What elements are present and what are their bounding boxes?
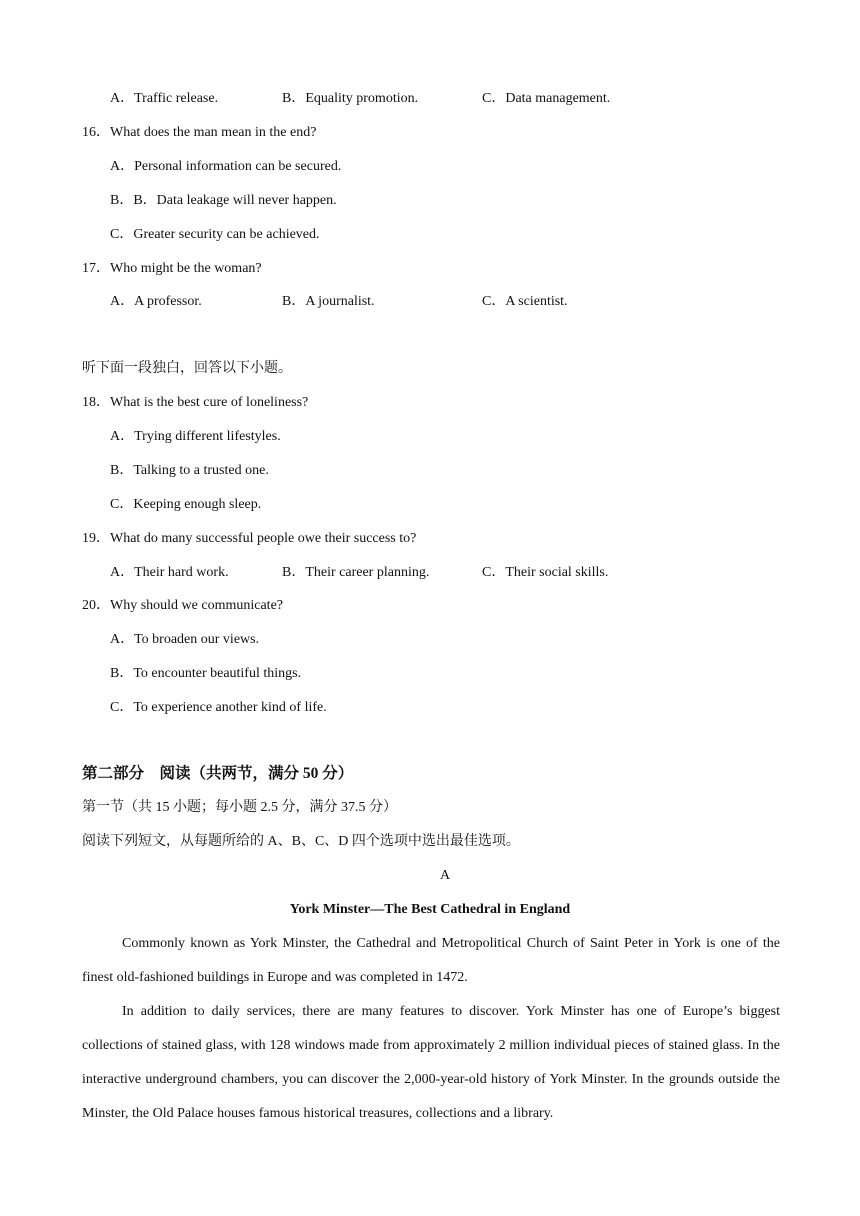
q19-option-b: B．Their career planning. <box>282 565 430 580</box>
passage-paragraph-2: In addition to daily services, there are many features to discover. York Minster has one of Europe’s biggest collections of stained glass, with 128 windows made from approximately 2 million individual pieces of stained glass. In the interactive underground chambers, you can discover the 2,000-year-old history of York Minster. In the grounds outside the Minster, the Old Palace houses famous historical treasures, collections and a library. <box>82 1004 780 1121</box>
q17-option-b: B．A journalist. <box>282 294 375 309</box>
q15-option-c: C．Data management. <box>482 91 611 106</box>
q18-option-b: B．Talking to a trusted one. <box>110 463 269 478</box>
q15-option-b: B．Equality promotion. <box>282 91 419 106</box>
q20-option-c: C．To experience another kind of life. <box>110 700 327 715</box>
q16-option-a: A．Personal information can be secured. <box>110 159 342 174</box>
q17-option-c: C．A scientist. <box>482 294 568 309</box>
passage-letter: A <box>439 868 451 883</box>
monologue-instruction: 听下面一段独白，回答以下小题。 <box>82 361 292 376</box>
q18-option-a: A．Trying different lifestyles. <box>110 429 281 444</box>
q20-option-b: B．To encounter beautiful things. <box>110 666 302 681</box>
q18-stem: 18．What is the best cure of loneliness? <box>82 395 309 410</box>
part2-section1: 第一节（共 15 小题；每小题 2.5 分，满分 37.5 分） <box>82 800 397 815</box>
q19-option-c: C．Their social skills. <box>482 565 609 580</box>
q18-option-c: C．Keeping enough sleep. <box>110 497 262 512</box>
q16-option-c: C．Greater security can be achieved. <box>110 227 320 242</box>
q20-option-a: A．To broaden our views. <box>110 632 260 647</box>
q19-stem: 19．What do many successful people owe their success to? <box>82 531 417 546</box>
part2-title: 第二部分 阅读（共两节，满分 50 分） <box>82 765 354 782</box>
passage-paragraph-1: Commonly known as York Minster, the Cathedral and Metropolitical Church of Saint Peter in York is one of the finest old-fashioned buildings in Europe and was completed in 1472. <box>82 936 780 985</box>
q19-option-a: A．Their hard work. <box>110 565 229 580</box>
q16-stem: 16．What does the man mean in the end? <box>82 125 317 140</box>
q17-option-a: A．A professor. <box>110 294 202 309</box>
q17-stem: 17．Who might be the woman? <box>82 261 262 276</box>
part2-instruction: 阅读下列短文，从每题所给的 A、B、C、D 四个选项中选出最佳选项。 <box>82 834 520 849</box>
q16-option-b: B．B．Data leakage will never happen. <box>110 193 337 208</box>
passage-title: York Minster—The Best Cathedral in England <box>289 902 571 917</box>
q20-stem: 20．Why should we communicate? <box>82 598 284 613</box>
q15-option-a: A．Traffic release. <box>110 91 219 106</box>
